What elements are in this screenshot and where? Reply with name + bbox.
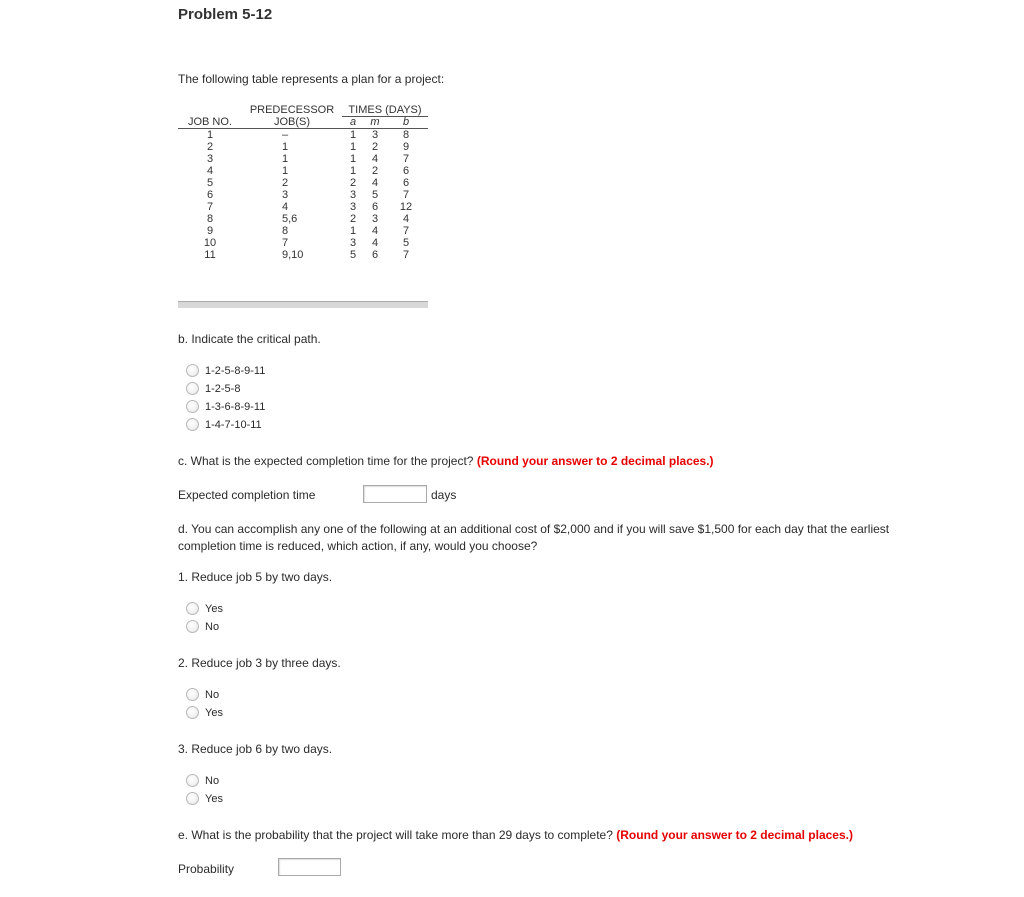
part-d-q3-label: 3. Reduce job 6 by two days. (178, 742, 333, 756)
radio-icon[interactable] (186, 400, 199, 413)
part-e-note: (Round your answer to 2 decimal places.) (616, 828, 853, 842)
time-a-cell: 5 (349, 249, 357, 261)
time-m-cell: 5 (371, 189, 379, 201)
predecessor-cell: 4 (282, 201, 289, 213)
header-b: b (402, 116, 410, 128)
time-b-cell: 12 (399, 201, 413, 213)
part-b-prompt: b. Indicate the critical path. (178, 332, 321, 346)
completion-time-input[interactable] (363, 485, 427, 503)
time-a-cell: 1 (349, 129, 357, 141)
time-m-cell: 2 (371, 141, 379, 153)
project-plan-table (178, 104, 428, 261)
job-no-cell: 3 (206, 153, 214, 165)
header-predecessor: PREDECESSOR (249, 104, 335, 116)
job-no-cell: 8 (206, 213, 214, 225)
header-times: TIMES (DAYS) (342, 104, 428, 117)
probability-input[interactable] (278, 858, 341, 876)
predecessor-cell: 8 (282, 225, 289, 237)
time-b-cell: 7 (402, 153, 410, 165)
time-b-cell: 9 (402, 141, 410, 153)
critical-path-option-4[interactable]: 1-4-7-10-11 (186, 417, 262, 433)
time-a-cell: 3 (349, 201, 357, 213)
time-m-cell: 4 (371, 177, 379, 189)
table-row (178, 213, 428, 225)
table-row (178, 201, 428, 213)
predecessor-cell: 7 (282, 237, 289, 249)
time-b-cell: 6 (402, 165, 410, 177)
table-row (178, 153, 428, 165)
time-a-cell: 1 (349, 225, 357, 237)
completion-time-label: Expected completion time (178, 488, 316, 502)
time-b-cell: 6 (402, 177, 410, 189)
time-m-cell: 2 (371, 165, 379, 177)
job-no-cell: 2 (206, 141, 214, 153)
time-a-cell: 1 (349, 153, 357, 165)
table-footer-bar (178, 301, 428, 308)
predecessor-cell: 5,6 (282, 213, 298, 225)
time-m-cell: 3 (371, 213, 379, 225)
header-m: m (370, 116, 380, 128)
job-no-cell: 5 (206, 177, 214, 189)
job-no-cell: 10 (203, 237, 217, 249)
job-no-cell: 6 (206, 189, 214, 201)
predecessor-cell: 1 (282, 141, 289, 153)
table-row (178, 225, 428, 237)
time-b-cell: 5 (402, 237, 410, 249)
time-a-cell: 1 (349, 141, 357, 153)
time-b-cell: 7 (402, 225, 410, 237)
header-jobs: JOB(S) (273, 116, 311, 128)
time-m-cell: 4 (371, 225, 379, 237)
q3-option-no[interactable]: No (186, 773, 219, 789)
predecessor-cell: 9,10 (282, 249, 304, 261)
table-header-sub (178, 116, 428, 129)
header-job-no: JOB NO. (187, 116, 232, 128)
critical-path-option-3[interactable]: 1-3-6-8-9-11 (186, 399, 265, 415)
part-d-prompt: d. You can accomplish any one of the following at an additional cost of $2,000 and if you will save $1,500 for each day that the earliest completion time is reduced, which action, if any, would you choose? (178, 522, 890, 553)
radio-icon[interactable] (186, 774, 199, 787)
critical-path-option-2[interactable]: 1-2-5-8 (186, 381, 240, 397)
time-m-cell: 6 (371, 201, 379, 213)
time-m-cell: 4 (371, 237, 379, 249)
part-c-prompt: c. What is the expected completion time for the project? (Round your answer to 2 decimal places.) (178, 454, 714, 468)
job-no-cell: 9 (206, 225, 214, 237)
completion-time-unit: days (431, 488, 457, 502)
part-d-q2-label: 2. Reduce job 3 by three days. (178, 656, 341, 670)
time-b-cell: 4 (402, 213, 410, 225)
part-d-q1-label: 1. Reduce job 5 by two days. (178, 570, 333, 584)
time-b-cell: 7 (402, 249, 410, 261)
radio-icon[interactable] (186, 418, 199, 431)
radio-icon[interactable] (186, 706, 199, 719)
predecessor-cell: 3 (282, 189, 289, 201)
page-title: Problem 5-12 (178, 6, 273, 23)
table-row (178, 129, 428, 141)
job-no-cell: 4 (206, 165, 214, 177)
radio-icon[interactable] (186, 364, 199, 377)
table-row (178, 165, 428, 177)
q1-option-yes[interactable]: Yes (186, 601, 223, 617)
radio-icon[interactable] (186, 602, 199, 615)
time-a-cell: 2 (349, 213, 357, 225)
time-b-cell: 8 (402, 129, 410, 141)
predecessor-cell: – (282, 129, 289, 141)
job-no-cell: 7 (206, 201, 214, 213)
radio-icon[interactable] (186, 382, 199, 395)
job-no-cell: 11 (204, 249, 216, 261)
radio-icon[interactable] (186, 620, 199, 633)
time-a-cell: 3 (349, 189, 357, 201)
time-a-cell: 3 (349, 237, 357, 249)
table-body (178, 129, 428, 261)
table-row (178, 189, 428, 201)
time-m-cell: 6 (371, 249, 379, 261)
q2-option-yes[interactable]: Yes (186, 705, 223, 721)
q2-option-no[interactable]: No (186, 687, 219, 703)
header-a: a (349, 116, 357, 128)
radio-icon[interactable] (186, 688, 199, 701)
radio-icon[interactable] (186, 792, 199, 805)
table-row (178, 249, 428, 261)
table-header-top (178, 104, 428, 116)
time-a-cell: 2 (349, 177, 357, 189)
predecessor-cell: 2 (282, 177, 289, 189)
table-row (178, 141, 428, 153)
time-b-cell: 7 (402, 189, 410, 201)
critical-path-option-1[interactable]: 1-2-5-8-9-11 (186, 363, 265, 379)
time-m-cell: 4 (371, 153, 379, 165)
q3-option-yes[interactable]: Yes (186, 791, 223, 807)
job-no-cell: 1 (206, 129, 214, 141)
table-row (178, 237, 428, 249)
table-row (178, 177, 428, 189)
q1-option-no[interactable]: No (186, 619, 219, 635)
time-m-cell: 3 (371, 129, 379, 141)
time-a-cell: 1 (349, 165, 357, 177)
predecessor-cell: 1 (282, 153, 289, 165)
predecessor-cell: 1 (282, 165, 289, 177)
part-c-note: (Round your answer to 2 decimal places.) (476, 454, 714, 468)
probability-label: Probability (178, 862, 235, 876)
intro-text: The following table represents a plan for a project: (178, 72, 445, 86)
part-e-prompt: e. What is the probability that the project will take more than 29 days to complete? (Round your answer to 2 decimal places.) (178, 828, 853, 842)
